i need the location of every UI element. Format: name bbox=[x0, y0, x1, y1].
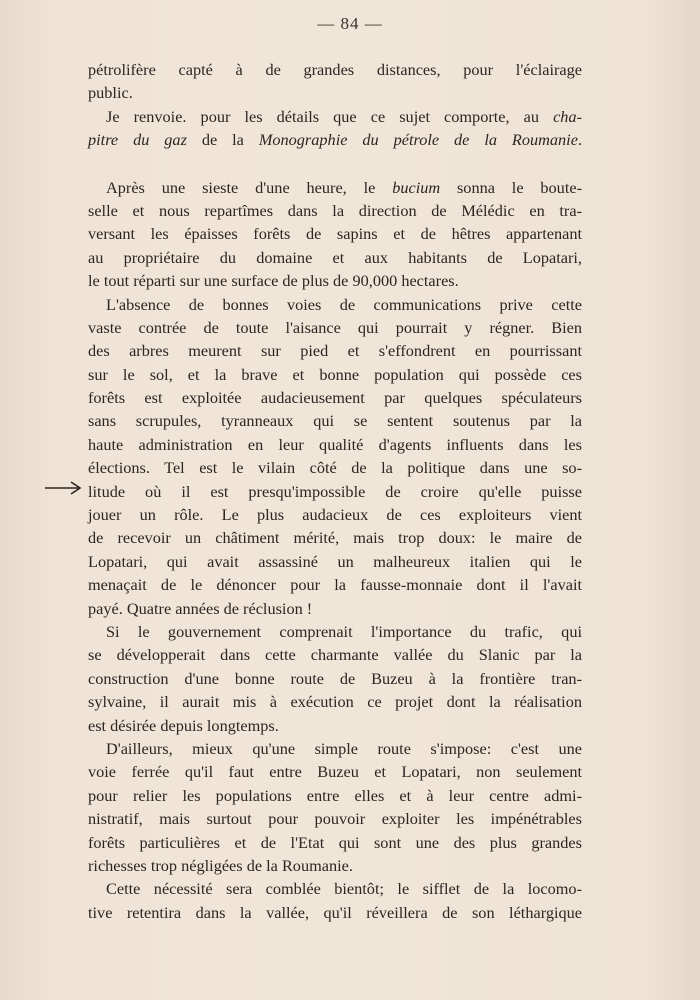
text-line: de recevoir un châtiment mérité, mais trop doux: le maire de bbox=[88, 528, 582, 548]
text-line: selle et nous repartîmes dans la direction de Mélédic en tra- bbox=[88, 200, 582, 220]
text-line: sylvaine, il aurait mis à exécution ce projet dont la réalisation bbox=[88, 692, 582, 712]
right-arrow-icon bbox=[44, 478, 82, 498]
text-line: litude où il est presqu'impossible de croire qu'elle puisse bbox=[88, 481, 582, 501]
text-line: Si le gouvernement comprenait l'importance du trafic, qui bbox=[106, 621, 582, 641]
italic-fragment: cha- bbox=[553, 106, 582, 126]
text-line: au propriétaire du domaine et aux habitants de Lopatari, bbox=[88, 247, 582, 267]
italic-fragment: Monographie du pétrole de la Roumanie bbox=[258, 130, 578, 150]
text-line: tive retentira dans la vallée, qu'il réveillera de son léthargique bbox=[88, 902, 582, 922]
text-line: Lopatari, qui avait assassiné un malheureux italien qui le bbox=[88, 551, 582, 571]
marked-text-line: jouer un rôle. Le plus audacieux de ces exploiteurs vient bbox=[88, 505, 582, 525]
text-line bbox=[88, 105, 582, 128]
text-line: le tout réparti sur une surface de plus de 90,000 hectares. bbox=[88, 271, 459, 291]
text-line: pour relier les populations entre elles et à leur centre admi- bbox=[88, 785, 582, 805]
text-line: voie ferrée qu'il faut entre Buzeu et Lopatari, non seulement bbox=[88, 762, 582, 782]
italic-fragment: pitre du gaz bbox=[88, 130, 187, 150]
text-line: L'absence de bonnes voies de communications prive cette bbox=[106, 294, 582, 314]
text-line: élections. Tel est le vilain côté de la politique dans une so- bbox=[88, 458, 582, 478]
text-line: public. bbox=[88, 83, 133, 103]
text-line: construction d'une bonne route de Buzeu à la frontière tran- bbox=[88, 668, 582, 688]
text-line: haute administration en leur qualité d'agents influents dans les bbox=[88, 434, 582, 454]
text-line bbox=[88, 128, 582, 151]
text-line: forêts est exploitée audacieusement par quelques spéculateurs bbox=[88, 388, 582, 408]
text-line: Cette nécessité sera comblée bientôt; le sifflet de la locomo- bbox=[106, 879, 582, 899]
text-fragment: Je renvoie. pour les détails que ce sujet comporte, au bbox=[106, 106, 554, 126]
italic-fragment: bucium bbox=[392, 177, 441, 197]
text-line: pétrolifère capté à de grandes distances, pour l'éclairage bbox=[88, 60, 582, 79]
text-line: vaste contrée de toute l'aisance qui pourrait y régner. Bien bbox=[88, 317, 582, 337]
body-text bbox=[88, 58, 582, 924]
text-line: se développerait dans cette charmante vallée du Slanic par la bbox=[88, 645, 582, 665]
text-line: forêts particulières et de l'Etat qui sont une des plus grandes bbox=[88, 832, 582, 852]
text-line: est désirée depuis longtemps. bbox=[88, 715, 279, 735]
text-line: sur le sol, et la brave et bonne population qui possède ces bbox=[88, 364, 582, 384]
text-line: richesses trop négligées de la Roumanie. bbox=[88, 855, 353, 875]
text-line: nistratif, mais surtout pour pouvoir exploiter les impénétrables bbox=[88, 809, 582, 829]
text-line: versant les épaisses forêts de sapins et de hêtres appartenant bbox=[88, 224, 582, 244]
text-line: payé. Quatre années de réclusion ! bbox=[88, 598, 313, 618]
text-line: D'ailleurs, mieux qu'une simple route s'impose: c'est une bbox=[106, 738, 582, 758]
text-fragment: . bbox=[577, 130, 583, 150]
text-line: sans scrupules, tyranneaux qui se sentent soutenus par la bbox=[88, 411, 582, 431]
text-line: des arbres meurent sur pied et s'effondrent en pourrissant bbox=[88, 341, 582, 361]
text-line: menaçait de le dénoncer pour la fausse-monnaie dont il l'avait bbox=[88, 575, 582, 595]
text-line: Après une sieste d'une heure, le bucium sonna le boute- bbox=[106, 177, 582, 197]
page-number: — 84 — bbox=[317, 14, 383, 33]
text-fragment: de la bbox=[186, 130, 259, 150]
